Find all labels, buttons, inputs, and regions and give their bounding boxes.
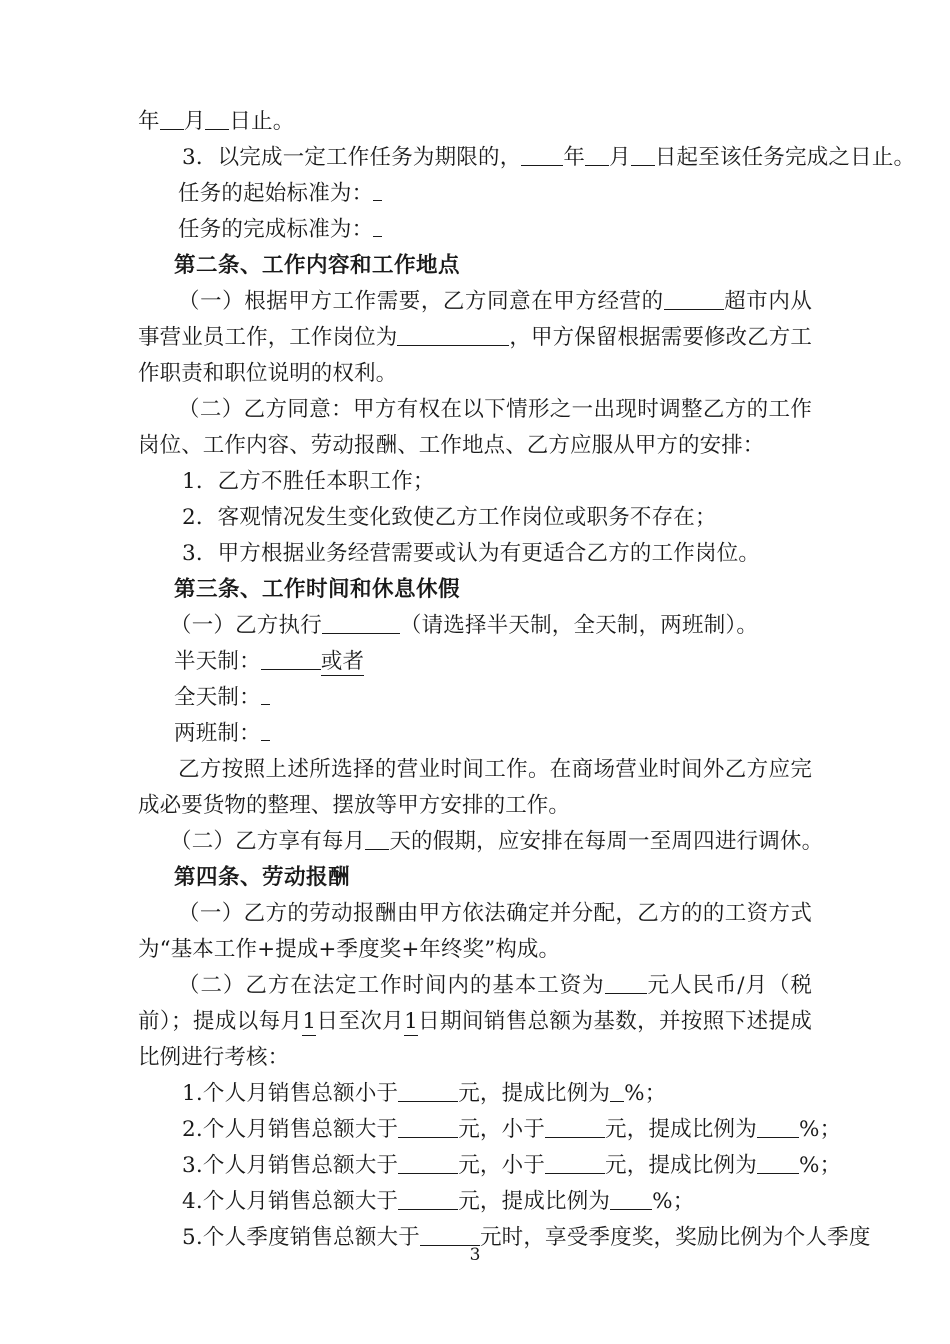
article-4-item-2 xyxy=(138,968,812,1076)
commission-rule-2-part-c: 元，提成比例为 xyxy=(605,1117,757,1142)
article-3-item-2-part-a: （二）乙方享有每月 xyxy=(170,829,366,854)
item-3-text-a: 以完成一定工作任务为期限的， xyxy=(217,145,522,170)
article-2-item-2: （二）乙方同意：甲方有权在以下情形之一出现时调整乙方的工作岗位、工作内容、劳动报酬、工作地点、乙方应服从甲方的安排： xyxy=(138,397,812,458)
month-blank-field[interactable] xyxy=(205,112,229,130)
base-salary-blank[interactable] xyxy=(605,976,647,994)
task-start-standard-line xyxy=(138,176,812,212)
supermarket-name-blank[interactable] xyxy=(664,292,724,310)
task-start-year-blank[interactable] xyxy=(521,148,563,166)
task-start-day-blank[interactable] xyxy=(631,148,655,166)
commission-rule-2 xyxy=(138,1112,842,1148)
commission-rule-3 xyxy=(138,1148,842,1184)
commission-rule-1 xyxy=(138,1076,812,1112)
commission-rule-1-threshold-blank[interactable] xyxy=(398,1084,458,1102)
commission-period-end-day[interactable]: 1 xyxy=(404,1009,418,1034)
article-2-item-1-part-c: ，甲方保留根据需要修改乙方工作职责和职位说明的权利。 xyxy=(138,325,813,386)
clause-1-term-tail-line xyxy=(138,104,812,140)
term-tail-mid: 月 xyxy=(183,109,206,134)
shift-half-day-line xyxy=(138,644,812,680)
work-schedule-type-blank[interactable] xyxy=(322,616,400,634)
shift-half-day-blank[interactable] xyxy=(261,652,321,670)
article-4-item-2-part-d: 日期间销售总额为基数，并按照下述提成比例进行考核： xyxy=(138,1009,812,1070)
commission-rule-2-part-b: 元，小于 xyxy=(458,1117,546,1142)
commission-rule-3-part-d: %； xyxy=(798,1153,842,1178)
heading-article-3: 第三条、工作时间和休息休假 xyxy=(174,577,461,602)
commission-rule-1-part-b: 元，提成比例为 xyxy=(458,1081,611,1106)
heading-article-4: 第四条、劳动报酬 xyxy=(174,865,351,890)
commission-rule-3-part-b: 元，小于 xyxy=(458,1153,546,1178)
article-3-item-1-part-a: （一）乙方执行 xyxy=(170,613,322,638)
commission-rule-4 xyxy=(138,1184,812,1220)
task-start-standard-blank[interactable] xyxy=(373,188,382,201)
commission-rule-3-number: 3. xyxy=(182,1153,203,1178)
shift-half-day-trailing: 或者 xyxy=(320,649,365,674)
commission-rule-4-threshold-blank[interactable] xyxy=(398,1192,458,1210)
article-3-note: 乙方按照上述所选择的营业时间工作。在商场营业时间外乙方应完成必要货物的整理、摆放等甲方安排的工作。 xyxy=(138,757,812,818)
article-2-item-1 xyxy=(138,284,812,392)
commission-rule-2-part-a: 个人月销售总额大于 xyxy=(202,1117,399,1142)
task-finish-standard-label: 任务的完成标准为： xyxy=(178,217,374,242)
shift-full-day-blank[interactable] xyxy=(261,692,270,705)
quarterly-bonus-threshold-blank[interactable] xyxy=(420,1228,480,1246)
commission-period-start-day[interactable]: 1 xyxy=(302,1009,317,1034)
item-3-text-c: 月 xyxy=(609,145,631,170)
article-2-sub-2-text: 客观情况发生变化致使乙方工作岗位或职务不存在； xyxy=(217,505,717,530)
commission-rule-1-part-c: %； xyxy=(624,1081,667,1106)
task-finish-standard-blank[interactable] xyxy=(373,224,382,237)
article-2-sub-3-text: 甲方根据业务经营需要或认为有更适合乙方的工作岗位。 xyxy=(217,541,761,566)
monthly-leave-days-blank[interactable] xyxy=(365,832,389,850)
commission-rule-5-part-a: 个人季度销售总额大于 xyxy=(202,1225,420,1250)
article-2-item-1-part-a: （一）根据甲方工作需要，乙方同意在甲方经营的 xyxy=(178,289,664,314)
shift-full-day-line xyxy=(138,680,812,716)
commission-rule-4-rate-blank[interactable] xyxy=(610,1192,652,1210)
commission-rule-2-number: 2. xyxy=(182,1117,203,1142)
commission-rule-4-part-b: 元，提成比例为 xyxy=(458,1189,611,1214)
article-4-item-1: （一）乙方的劳动报酬由甲方依法确定并分配，乙方的的工资方式为“基本工作+提成+季度奖+年终奖”构成。 xyxy=(138,901,812,962)
commission-rule-5-part-b: 元时，享受季度奖，奖励比例为个人季度 xyxy=(479,1225,871,1250)
commission-rule-4-number: 4. xyxy=(182,1189,203,1214)
article-2-sub-item-1 xyxy=(138,464,812,500)
article-2-item-1-part-b: 超市内从事营业员工作，工作岗位为 xyxy=(138,289,812,350)
commission-rule-3-lower-blank[interactable] xyxy=(398,1156,458,1174)
article-4-item-2-part-c: 日至次月 xyxy=(316,1009,405,1034)
commission-rule-4-part-c: %； xyxy=(652,1189,695,1214)
article-2-sub-3-number: 3． xyxy=(182,541,218,566)
shift-two-shift-label: 两班制： xyxy=(174,721,261,746)
item-3-text-d: 日起至该任务完成之日止。 xyxy=(654,145,916,170)
article-3-item-2 xyxy=(138,824,824,860)
page-number: 3 xyxy=(469,1245,481,1265)
shift-two-shift-line xyxy=(138,716,812,752)
commission-rule-1-number: 1. xyxy=(182,1081,203,1106)
year-blank-field[interactable] xyxy=(160,112,184,130)
item-3-text-b: 年 xyxy=(563,145,586,170)
commission-rule-3-rate-blank[interactable] xyxy=(757,1156,799,1174)
commission-rule-3-upper-blank[interactable] xyxy=(545,1156,605,1174)
article-2-sub-2-number: 2． xyxy=(182,505,218,530)
article-2-sub-item-3 xyxy=(138,536,812,572)
commission-rule-2-upper-blank[interactable] xyxy=(545,1120,605,1138)
shift-full-day-label: 全天制： xyxy=(174,685,261,710)
commission-rule-3-part-c: 元，提成比例为 xyxy=(605,1153,757,1178)
article-2-sub-1-number: 1． xyxy=(182,469,218,494)
shift-two-shift-blank[interactable] xyxy=(261,728,270,741)
term-tail-post: 日止。 xyxy=(229,109,295,134)
page-content xyxy=(138,104,916,1256)
article-3-item-2-part-b: 天的假期，应安排在每周一至周四进行调休。 xyxy=(389,829,824,854)
article-2-sub-item-2 xyxy=(138,500,812,536)
commission-rule-1-rate-blank[interactable] xyxy=(610,1084,624,1102)
commission-rule-2-rate-blank[interactable] xyxy=(757,1120,799,1138)
heading-article-2: 第二条、工作内容和工作地点 xyxy=(174,253,461,278)
clause-item-3-task-term xyxy=(138,140,916,176)
task-finish-standard-line xyxy=(138,212,812,248)
item-3-number: 3． xyxy=(182,145,218,170)
job-position-blank[interactable] xyxy=(397,328,509,346)
article-4-item-2-part-b: 元人民币/月（税前）；提成以每月 xyxy=(138,973,812,1034)
task-start-month-blank[interactable] xyxy=(585,148,609,166)
article-3-item-1 xyxy=(138,608,812,644)
article-3-item-1-part-b: （请选择半天制，全天制，两班制）。 xyxy=(399,613,759,638)
commission-rule-2-part-d: %； xyxy=(798,1117,842,1142)
commission-rule-3-part-a: 个人月销售总额大于 xyxy=(202,1153,399,1178)
commission-rule-1-part-a: 个人月销售总额小于 xyxy=(202,1081,399,1106)
commission-rule-5-number: 5. xyxy=(182,1225,203,1250)
commission-rule-2-lower-blank[interactable] xyxy=(398,1120,458,1138)
shift-half-day-label: 半天制： xyxy=(174,649,261,674)
article-2-sub-1-text: 乙方不胜任本职工作； xyxy=(217,469,435,494)
term-tail-pre: 年 xyxy=(138,109,160,134)
commission-rule-4-part-a: 个人月销售总额大于 xyxy=(202,1189,399,1214)
article-4-item-2-part-a: （二）乙方在法定工作时间内的基本工资为 xyxy=(178,973,605,998)
task-start-standard-label: 任务的起始标准为： xyxy=(178,181,374,206)
